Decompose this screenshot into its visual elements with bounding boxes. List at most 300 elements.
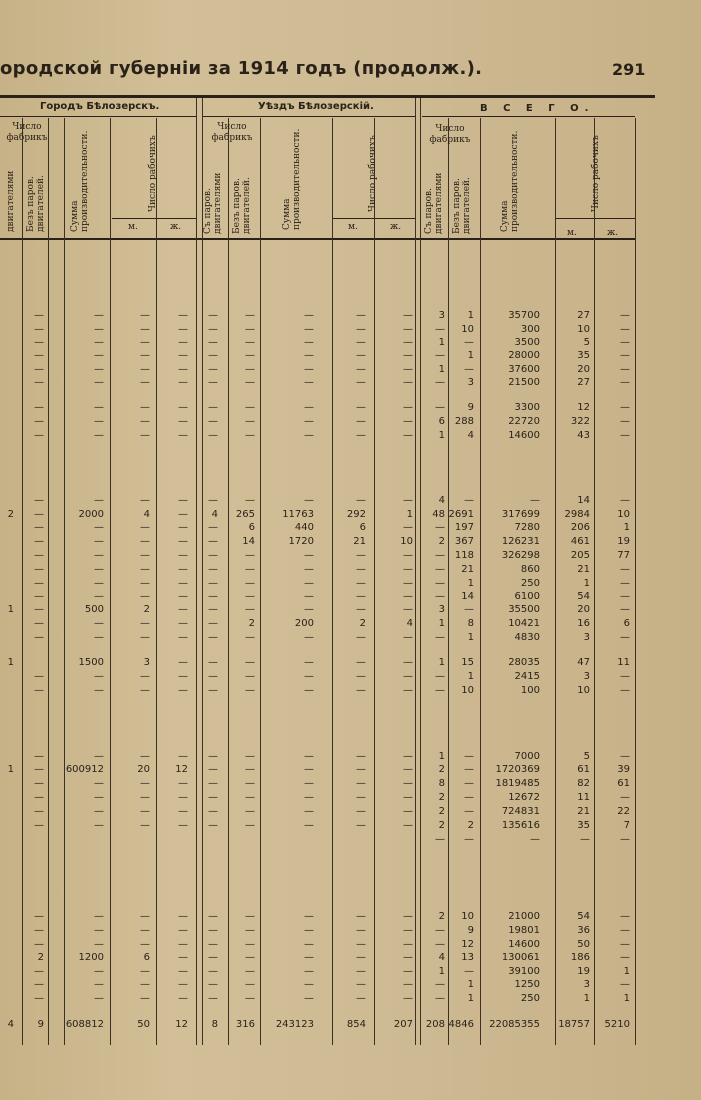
- table-cell: 61: [617, 778, 630, 789]
- table-cell: —: [304, 416, 314, 427]
- table-cell: —: [245, 337, 255, 348]
- table-cell: —: [304, 337, 314, 348]
- table-cell: 35: [577, 350, 590, 361]
- table-cell: —: [94, 564, 104, 575]
- table-cell: 4: [406, 618, 413, 629]
- table-cell: —: [178, 509, 188, 520]
- table-cell: —: [435, 671, 445, 682]
- table-cell: 1: [438, 337, 445, 348]
- table-cell: —: [140, 495, 150, 506]
- total-cell: 9: [37, 1019, 44, 1030]
- table-cell: —: [304, 939, 314, 950]
- table-cell: —: [304, 778, 314, 789]
- table-cell: —: [94, 925, 104, 936]
- table-cell: —: [356, 377, 366, 388]
- table-cell: —: [435, 550, 445, 561]
- table-cell: —: [403, 966, 413, 977]
- district-workers-header: Число рабочихъ: [368, 135, 378, 212]
- district-production-header: Сумма производительности.: [282, 128, 302, 230]
- table-cell: 27: [577, 310, 590, 321]
- table-cell: 5: [583, 751, 590, 762]
- table-cell: —: [435, 685, 445, 696]
- table-cell: —: [403, 522, 413, 533]
- group-district: Уѣздъ Бѣлозерскій.: [258, 101, 374, 112]
- table-cell: —: [34, 495, 44, 506]
- table-cell: —: [140, 939, 150, 950]
- table-cell: —: [140, 324, 150, 335]
- table-cell: —: [356, 778, 366, 789]
- table-cell: —: [403, 778, 413, 789]
- table-cell: 35700: [508, 310, 540, 321]
- header-bottom-rule: [0, 238, 635, 240]
- table-cell: —: [140, 350, 150, 361]
- total-cell: 12: [175, 1019, 188, 1030]
- table-cell: 9: [467, 925, 474, 936]
- table-cell: —: [245, 564, 255, 575]
- table-cell: —: [464, 337, 474, 348]
- table-cell: 10: [461, 685, 474, 696]
- table-cell: 292: [346, 509, 366, 520]
- table-cell: —: [34, 550, 44, 561]
- table-cell: —: [34, 618, 44, 629]
- table-cell: —: [304, 564, 314, 575]
- table-cell: —: [356, 604, 366, 615]
- total-workers-header: Число рабочихъ: [591, 135, 601, 212]
- table-cell: —: [208, 657, 218, 668]
- table-cell: —: [403, 806, 413, 817]
- table-cell: —: [178, 966, 188, 977]
- table-cell: —: [178, 657, 188, 668]
- table-cell: —: [304, 925, 314, 936]
- table-cell: 3: [438, 604, 445, 615]
- table-cell: —: [140, 966, 150, 977]
- table-cell: —: [435, 522, 445, 533]
- table-cell: —: [464, 792, 474, 803]
- table-cell: 1250: [514, 979, 540, 990]
- table-cell: —: [140, 820, 150, 831]
- table-cell: 197: [454, 522, 474, 533]
- table-cell: —: [304, 591, 314, 602]
- table-cell: 2: [438, 764, 445, 775]
- table-cell: 6: [143, 952, 150, 963]
- table-cell: —: [178, 792, 188, 803]
- table-cell: 1: [438, 966, 445, 977]
- table-cell: —: [304, 979, 314, 990]
- table-cell: 54: [577, 911, 590, 922]
- table-cell: 322: [570, 416, 590, 427]
- table-cell: —: [403, 377, 413, 388]
- table-cell: 4: [467, 430, 474, 441]
- table-cell: —: [356, 764, 366, 775]
- table-cell: —: [245, 939, 255, 950]
- table-cell: —: [140, 591, 150, 602]
- table-cell: —: [94, 536, 104, 547]
- table-cell: 12: [175, 764, 188, 775]
- table-cell: —: [245, 591, 255, 602]
- table-cell: 600912: [65, 764, 104, 775]
- table-cell: 2: [248, 618, 255, 629]
- table-cell: —: [178, 993, 188, 1004]
- table-cell: 28035: [508, 657, 540, 668]
- total-steam-header: Съ паров. двигателями: [424, 172, 444, 234]
- table-cell: 14: [242, 536, 255, 547]
- table-cell: —: [304, 671, 314, 682]
- table-cell: —: [403, 979, 413, 990]
- table-cell: —: [356, 591, 366, 602]
- district-steam-header: Съ паров. двигателями: [203, 172, 223, 234]
- group-rule-district: [202, 116, 415, 117]
- table-cell: —: [94, 685, 104, 696]
- table-cell: —: [208, 993, 218, 1004]
- table-cell: —: [435, 578, 445, 589]
- table-cell: —: [245, 778, 255, 789]
- table-cell: —: [34, 591, 44, 602]
- table-cell: —: [34, 509, 44, 520]
- table-cell: 7: [623, 820, 630, 831]
- table-cell: —: [620, 564, 630, 575]
- table-cell: —: [178, 806, 188, 817]
- table-cell: —: [34, 578, 44, 589]
- table-cell: —: [435, 324, 445, 335]
- table-cell: —: [178, 350, 188, 361]
- total-cell: 50: [137, 1019, 150, 1030]
- table-cell: —: [620, 578, 630, 589]
- table-cell: —: [140, 578, 150, 589]
- table-cell: —: [304, 430, 314, 441]
- table-cell: 4: [438, 495, 445, 506]
- table-cell: —: [356, 578, 366, 589]
- table-cell: —: [140, 550, 150, 561]
- table-cell: 21: [353, 536, 366, 547]
- table-cell: 21: [577, 806, 590, 817]
- table-cell: —: [356, 495, 366, 506]
- table-cell: —: [34, 402, 44, 413]
- table-cell: —: [208, 792, 218, 803]
- table-cell: 2: [438, 792, 445, 803]
- table-cell: —: [304, 364, 314, 375]
- table-cell: —: [208, 820, 218, 831]
- table-cell: 10: [577, 324, 590, 335]
- table-cell: 54: [577, 591, 590, 602]
- table-cell: —: [620, 377, 630, 388]
- table-cell: 35500: [508, 604, 540, 615]
- table-cell: 860: [520, 564, 540, 575]
- table-cell: —: [304, 751, 314, 762]
- table-cell: —: [620, 591, 630, 602]
- table-cell: —: [403, 764, 413, 775]
- city-steam-header: двигателями: [6, 170, 16, 232]
- table-cell: —: [178, 591, 188, 602]
- mw-rule-city: [112, 218, 196, 219]
- table-cell: 19801: [508, 925, 540, 936]
- table-cell: —: [304, 806, 314, 817]
- total-cell: 854: [346, 1019, 366, 1030]
- table-cell: 21: [461, 564, 474, 575]
- table-cell: —: [94, 416, 104, 427]
- table-cell: 317699: [501, 509, 540, 520]
- table-cell: —: [208, 806, 218, 817]
- table-cell: 14600: [508, 939, 540, 950]
- table-cell: —: [245, 495, 255, 506]
- table-cell: —: [245, 604, 255, 615]
- table-cell: —: [245, 416, 255, 427]
- table-cell: —: [140, 806, 150, 817]
- table-cell: 1: [438, 430, 445, 441]
- table-cell: —: [620, 952, 630, 963]
- table-cell: —: [435, 925, 445, 936]
- table-cell: —: [403, 364, 413, 375]
- table-cell: 5: [583, 337, 590, 348]
- table-cell: —: [403, 591, 413, 602]
- table-cell: 20: [137, 764, 150, 775]
- total-cell: 22085355: [489, 1019, 540, 1030]
- table-cell: 10: [461, 911, 474, 922]
- table-cell: 2: [438, 911, 445, 922]
- table-cell: —: [245, 671, 255, 682]
- table-cell: —: [94, 671, 104, 682]
- table-cell: 21000: [508, 911, 540, 922]
- table-cell: 1: [467, 979, 474, 990]
- table-cell: —: [403, 939, 413, 950]
- table-cell: —: [140, 979, 150, 990]
- table-cell: —: [304, 952, 314, 963]
- table-cell: 9: [467, 402, 474, 413]
- table-cell: 2000: [78, 509, 104, 520]
- table-cell: —: [464, 604, 474, 615]
- table-cell: —: [34, 806, 44, 817]
- table-cell: —: [356, 416, 366, 427]
- total-cell: 4846: [448, 1019, 474, 1030]
- table-cell: —: [208, 324, 218, 335]
- table-cell: —: [304, 550, 314, 561]
- table-cell: —: [304, 350, 314, 361]
- table-cell: 1: [438, 657, 445, 668]
- table-cell: —: [245, 751, 255, 762]
- table-cell: —: [208, 337, 218, 348]
- city-nosteam-header: Безъ паров. двигателей.: [26, 175, 46, 232]
- group-city: Городъ Бѣлозерскъ.: [40, 101, 160, 112]
- table-cell: —: [178, 324, 188, 335]
- table-cell: 1: [467, 350, 474, 361]
- table-cell: —: [356, 685, 366, 696]
- table-cell: —: [403, 402, 413, 413]
- table-cell: 4830: [514, 632, 540, 643]
- table-cell: —: [356, 430, 366, 441]
- table-cell: 461: [570, 536, 590, 547]
- table-cell: 39: [617, 764, 630, 775]
- table-cell: 39100: [508, 966, 540, 977]
- table-cell: 1: [438, 364, 445, 375]
- table-cell: —: [178, 671, 188, 682]
- table-cell: —: [304, 685, 314, 696]
- total-cell: 243123: [275, 1019, 314, 1030]
- table-cell: 326298: [501, 550, 540, 561]
- table-cell: 135616: [501, 820, 540, 831]
- table-cell: —: [356, 993, 366, 1004]
- table-cell: 36: [577, 925, 590, 936]
- table-cell: —: [403, 925, 413, 936]
- table-cell: —: [208, 564, 218, 575]
- table-cell: 1: [7, 604, 14, 615]
- table-cell: —: [620, 604, 630, 615]
- table-cell: —: [403, 578, 413, 589]
- table-cell: —: [356, 337, 366, 348]
- table-cell: 8: [438, 778, 445, 789]
- mw-rule-total: [555, 218, 635, 219]
- table-cell: —: [620, 911, 630, 922]
- table-cell: —: [435, 402, 445, 413]
- table-cell: —: [464, 751, 474, 762]
- table-cell: —: [94, 792, 104, 803]
- table-cell: 1: [7, 764, 14, 775]
- table-cell: —: [178, 416, 188, 427]
- table-cell: —: [208, 604, 218, 615]
- table-cell: 6100: [514, 591, 540, 602]
- table-cell: —: [34, 778, 44, 789]
- table-cell: —: [304, 657, 314, 668]
- table-cell: 35: [577, 820, 590, 831]
- table-cell: 10: [577, 685, 590, 696]
- table-cell: —: [356, 952, 366, 963]
- table-cell: 2: [143, 604, 150, 615]
- table-cell: 4: [143, 509, 150, 520]
- table-cell: 21500: [508, 377, 540, 388]
- table-cell: —: [245, 820, 255, 831]
- table-cell: —: [94, 911, 104, 922]
- table-cell: —: [208, 966, 218, 977]
- table-cell: 10: [461, 324, 474, 335]
- table-cell: 4: [438, 952, 445, 963]
- table-cell: —: [178, 402, 188, 413]
- table-cell: —: [208, 364, 218, 375]
- table-cell: —: [530, 495, 540, 506]
- table-cell: —: [34, 430, 44, 441]
- total-nosteam-header: Безъ паров. двигателей.: [452, 177, 472, 234]
- table-cell: —: [178, 952, 188, 963]
- table-cell: —: [208, 591, 218, 602]
- table-cell: —: [140, 632, 150, 643]
- group-total: В С Е Г О.: [480, 103, 595, 114]
- factories-header-city: Число фабрикъ: [6, 122, 48, 143]
- factories-header-total: Число фабрикъ: [429, 124, 471, 145]
- table-cell: —: [620, 402, 630, 413]
- table-cell: —: [34, 377, 44, 388]
- table-cell: —: [34, 671, 44, 682]
- table-cell: —: [304, 792, 314, 803]
- table-cell: —: [140, 416, 150, 427]
- table-cell: —: [356, 820, 366, 831]
- table-cell: 130061: [501, 952, 540, 963]
- table-cell: 2: [7, 509, 14, 520]
- table-cell: 27: [577, 377, 590, 388]
- table-cell: —: [140, 618, 150, 629]
- table-cell: —: [403, 685, 413, 696]
- table-cell: —: [356, 324, 366, 335]
- table-cell: 3: [583, 979, 590, 990]
- table-cell: —: [208, 764, 218, 775]
- table-cell: —: [140, 911, 150, 922]
- table-cell: 1200: [78, 952, 104, 963]
- table-cell: 10: [617, 509, 630, 520]
- table-cell: 61: [577, 764, 590, 775]
- table-cell: 14: [461, 591, 474, 602]
- table-cell: —: [304, 495, 314, 506]
- district-women-header: ж.: [390, 222, 402, 232]
- table-cell: 16: [577, 618, 590, 629]
- table-cell: 250: [520, 993, 540, 1004]
- column-rule: [374, 118, 375, 1045]
- table-cell: —: [620, 350, 630, 361]
- table-cell: —: [34, 925, 44, 936]
- table-cell: —: [208, 618, 218, 629]
- table-cell: —: [245, 764, 255, 775]
- table-cell: —: [94, 310, 104, 321]
- table-cell: —: [356, 939, 366, 950]
- title-rule: [0, 95, 655, 98]
- table-cell: —: [245, 632, 255, 643]
- table-cell: —: [304, 402, 314, 413]
- table-cell: —: [403, 820, 413, 831]
- total-cell: 207: [393, 1019, 413, 1030]
- table-cell: —: [403, 350, 413, 361]
- table-cell: 14: [577, 495, 590, 506]
- table-cell: —: [245, 350, 255, 361]
- table-cell: 19: [617, 536, 630, 547]
- table-cell: —: [208, 979, 218, 990]
- table-cell: —: [94, 806, 104, 817]
- table-cell: —: [140, 685, 150, 696]
- table-cell: —: [435, 377, 445, 388]
- table-cell: 22: [617, 806, 630, 817]
- table-cell: —: [356, 364, 366, 375]
- table-cell: —: [245, 402, 255, 413]
- table-cell: —: [304, 911, 314, 922]
- table-cell: 20: [577, 364, 590, 375]
- table-cell: 1: [467, 632, 474, 643]
- table-cell: —: [34, 536, 44, 547]
- table-cell: 10421: [508, 618, 540, 629]
- table-cell: —: [94, 550, 104, 561]
- table-cell: 3: [467, 377, 474, 388]
- total-cell: 316: [235, 1019, 255, 1030]
- page-number: 291: [612, 60, 646, 79]
- table-cell: —: [178, 618, 188, 629]
- table-cell: —: [620, 430, 630, 441]
- table-cell: —: [620, 416, 630, 427]
- table-cell: —: [620, 632, 630, 643]
- table-cell: —: [178, 337, 188, 348]
- table-cell: —: [34, 979, 44, 990]
- table-cell: —: [403, 550, 413, 561]
- table-cell: 1: [467, 310, 474, 321]
- district-men-header: м.: [348, 222, 358, 232]
- table-cell: 12672: [508, 792, 540, 803]
- table-cell: —: [208, 911, 218, 922]
- table-cell: —: [356, 310, 366, 321]
- group-rule-city: [0, 116, 196, 117]
- table-cell: —: [178, 778, 188, 789]
- table-cell: —: [620, 751, 630, 762]
- table-cell: —: [304, 820, 314, 831]
- total-women-header: ж.: [607, 228, 619, 238]
- table-cell: —: [140, 430, 150, 441]
- table-cell: 1: [583, 993, 590, 1004]
- table-cell: —: [178, 377, 188, 388]
- table-cell: —: [304, 310, 314, 321]
- city-women-header: ж.: [170, 222, 182, 232]
- table-cell: —: [620, 792, 630, 803]
- table-cell: —: [208, 632, 218, 643]
